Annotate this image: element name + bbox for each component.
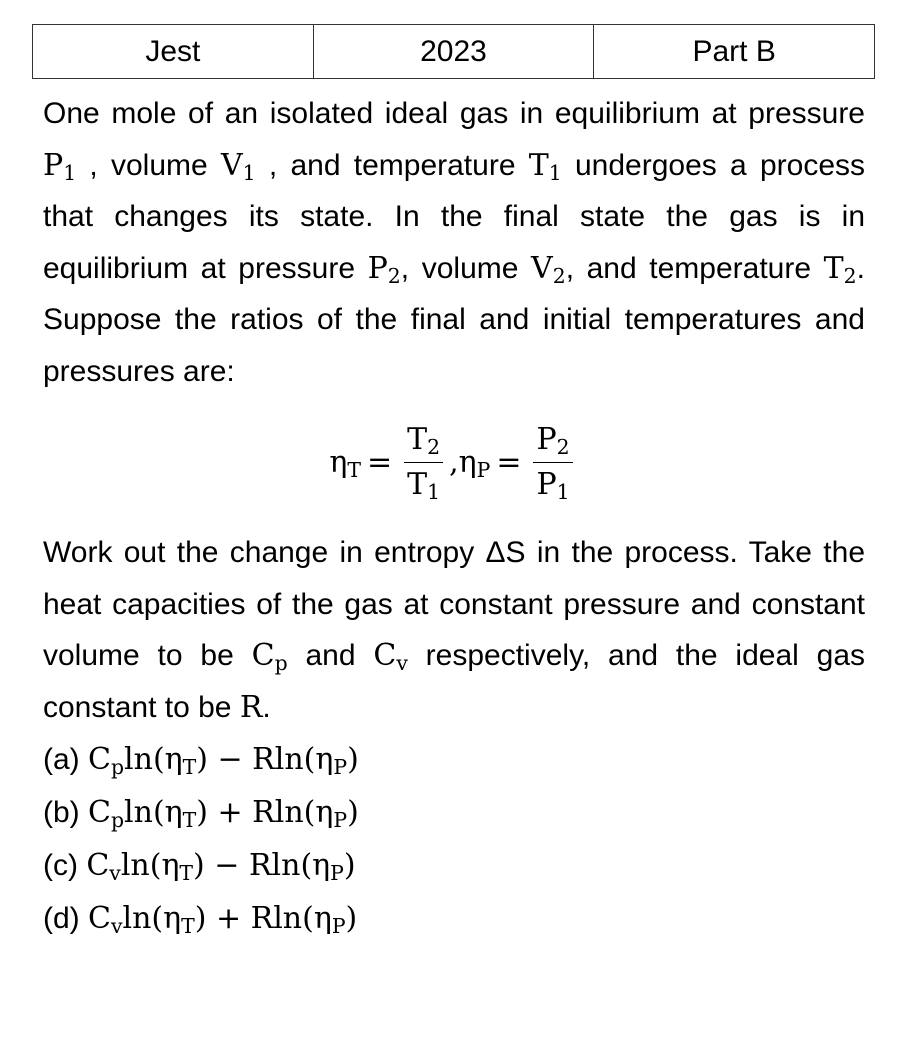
- math-V2: $V_2$: [531, 250, 566, 288]
- option-label: (a): [43, 743, 88, 776]
- options-list: [43, 733, 865, 945]
- option-expression: $C_v\ln(\eta_T) + Rln(\eta_P)$: [88, 901, 358, 939]
- text-segment: , and temperature: [255, 148, 529, 182]
- text-segment: respectively, and the ideal gas constant to be: [43, 639, 866, 724]
- equals-sign: =: [496, 444, 522, 480]
- eta-P: $\eta_P$: [458, 444, 491, 482]
- option-expression: $C_p\ln(\eta_T) + Rln(\eta_P)$: [88, 795, 359, 833]
- option-expression: $C_v\ln(\eta_T) - Rln(\eta_P)$: [86, 848, 356, 886]
- fraction-T2-T1: [404, 422, 443, 503]
- math-P2: $P_2$: [367, 250, 401, 288]
- option-expression: $C_p\ln(\eta_T) - Rln(\eta_P)$: [88, 742, 359, 780]
- instruction-paragraph: [43, 527, 865, 733]
- header-year: 2023: [313, 25, 594, 79]
- math-T2: $T_2$: [823, 250, 857, 288]
- text-segment: , volume: [400, 251, 532, 285]
- text-segment: Work out the change in entropy ΔS in the process. Take the heat capacities of the gas at constant pressure and constant volume to be: [43, 536, 865, 672]
- fraction-denominator: $P_1$: [536, 466, 570, 504]
- option-d[interactable]: [43, 892, 865, 945]
- header-exam: Jest: [33, 25, 314, 79]
- ratio-equation: [43, 403, 865, 521]
- math-V1: $V_1$: [220, 147, 256, 185]
- math-Cv: $C_v$: [373, 638, 408, 676]
- text-segment: , and temperature: [565, 251, 824, 285]
- question-content: [43, 88, 865, 945]
- text-segment: and: [287, 639, 374, 672]
- text-segment: One mole of an isolated ideal gas in equilibrium at pressure: [43, 97, 865, 130]
- question-paragraph: [43, 88, 865, 397]
- option-c[interactable]: [43, 839, 865, 892]
- text-segment: undergoes a process that changes its state. In the final state the gas is in equilibrium at pressure: [43, 148, 865, 285]
- comma: ,: [449, 444, 459, 480]
- header-part: Part B: [594, 25, 875, 79]
- header-table: [32, 24, 875, 79]
- option-b[interactable]: [43, 786, 865, 839]
- fraction-P2-P1: [533, 422, 572, 503]
- option-label: (c): [43, 849, 87, 882]
- eta-P-definition: [459, 422, 579, 503]
- option-label: (b): [43, 796, 88, 829]
- fraction-numerator: $T_2$: [404, 422, 443, 463]
- math-Cp: $C_p$: [251, 638, 288, 676]
- equals-sign: =: [366, 444, 393, 480]
- eta-T: $\eta_T$: [329, 444, 361, 482]
- option-a[interactable]: [43, 733, 865, 786]
- math-P1: $P_1$: [43, 147, 77, 185]
- math-T1: $T_1$: [528, 147, 562, 185]
- text-segment: .: [262, 690, 271, 724]
- fraction-numerator: $P_2$: [533, 422, 572, 463]
- eta-T-definition: [329, 422, 458, 503]
- fraction-denominator: $T_1$: [407, 466, 441, 504]
- text-segment: . Suppose the ratios of the final and initial temperatures and pressures are:: [43, 251, 865, 388]
- math-R: R: [239, 689, 263, 725]
- option-label: (d): [43, 902, 88, 935]
- header-row: [33, 25, 875, 79]
- text-segment: , volume: [76, 148, 221, 182]
